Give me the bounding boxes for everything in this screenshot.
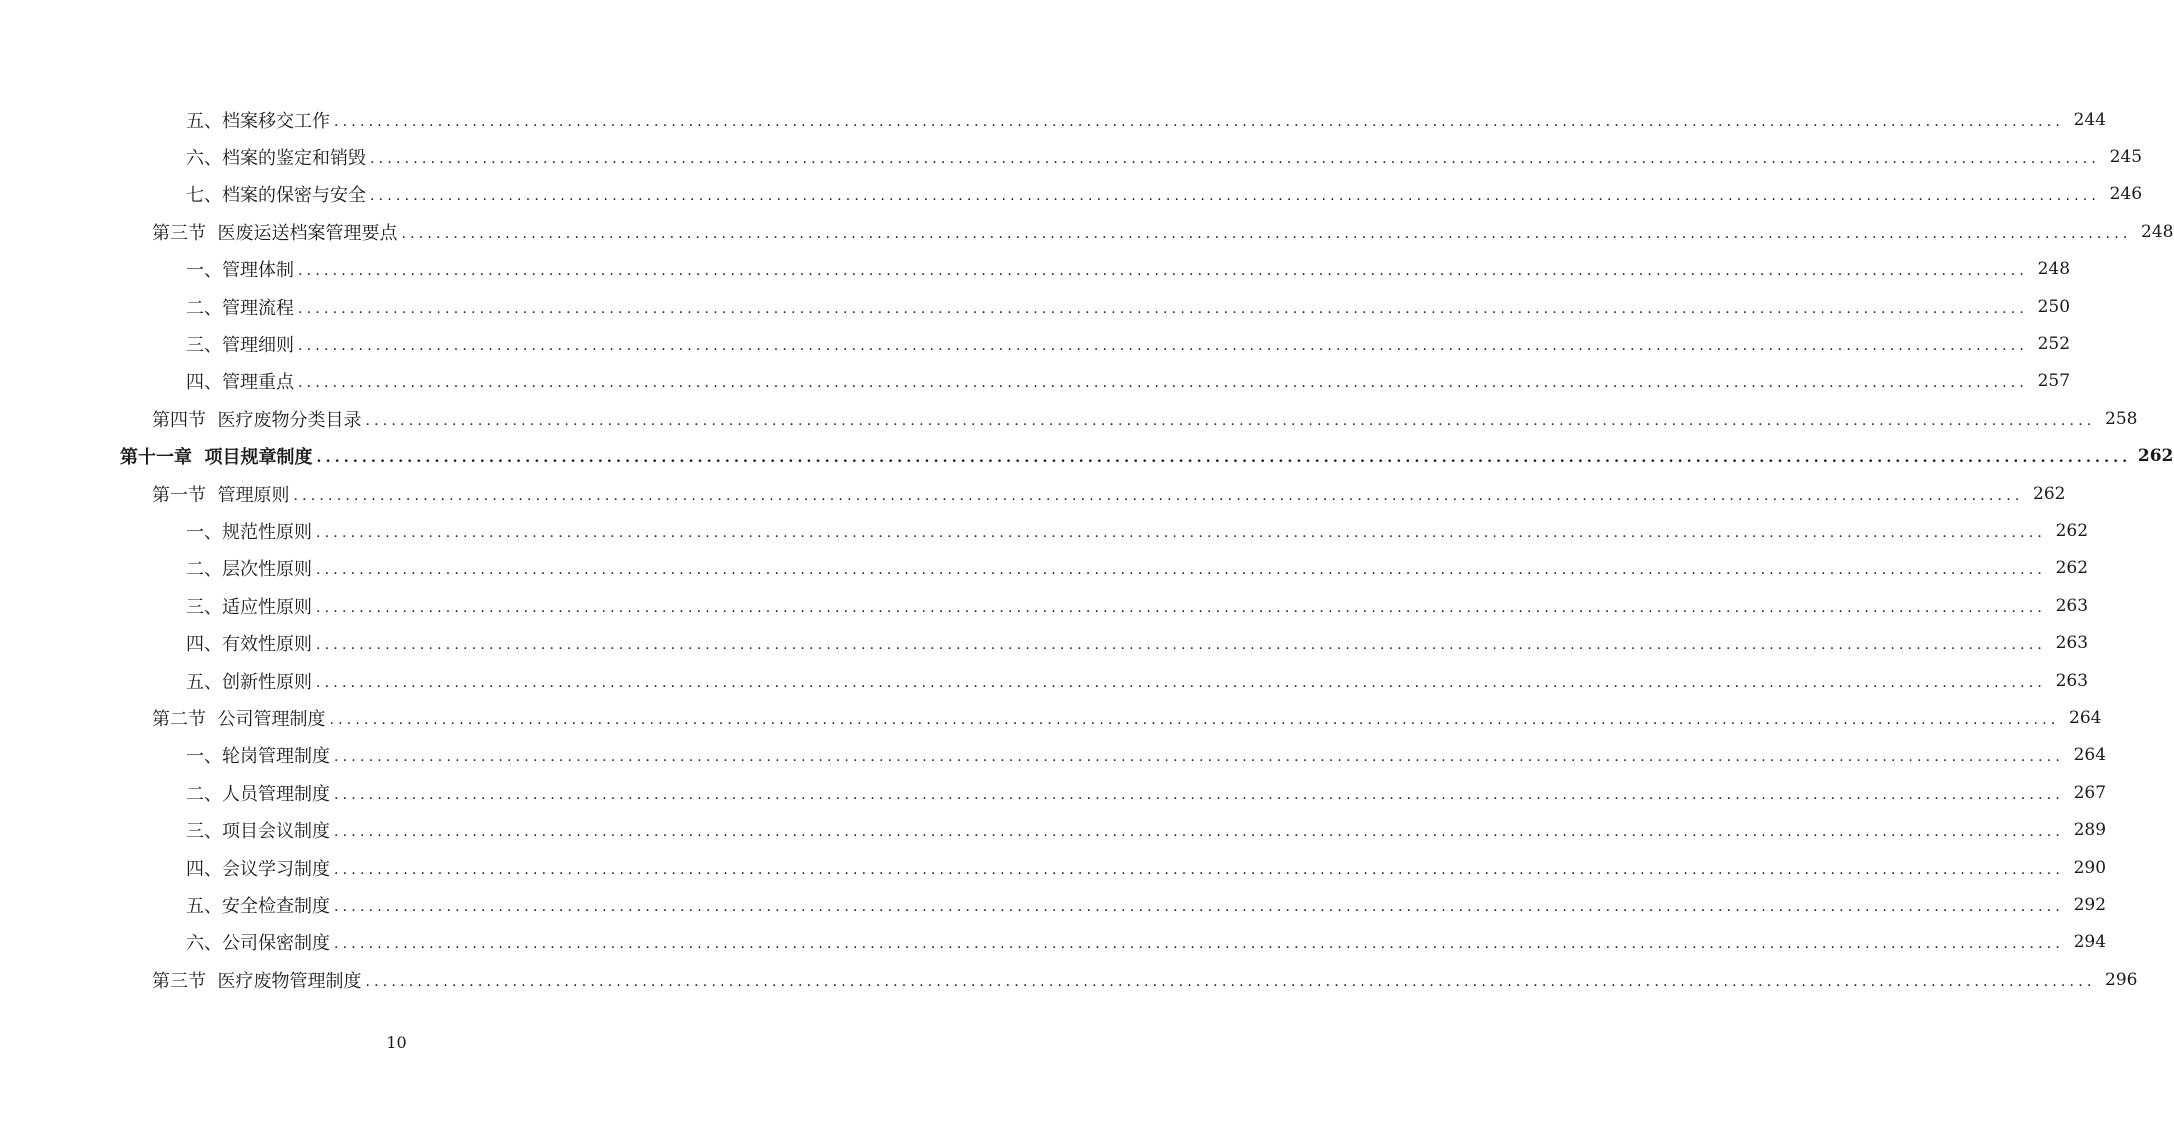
toc-entry-item[interactable] [0, 550, 2089, 587]
toc-entry-page: 294 [2073, 932, 2107, 953]
dot-leader: ........................................................................................................................................................................................................ [334, 861, 2065, 878]
dot-leader: ........................................................................................................................................................................................................ [298, 263, 2029, 280]
toc-entry-page: 296 [2105, 969, 2138, 990]
toc-entry-item[interactable] [0, 325, 2071, 362]
toc-entry-page: 258 [2105, 408, 2138, 429]
toc-entry-title: 三、适应性原则 [186, 596, 312, 618]
toc-entry-title: 第三节 医废运送档案管理要点 [152, 222, 398, 244]
toc-entry-title: 二、人员管理制度 [186, 783, 330, 805]
toc-entry-page: 262 [2033, 483, 2066, 504]
dot-leader: ........................................................................................................................................................................................................ [316, 637, 2047, 654]
dot-leader: ........................................................................................................................................................................................................ [316, 524, 2047, 541]
toc-entry-item[interactable] [0, 512, 2089, 549]
dot-leader: ........................................................................................................................................................................................................ [401, 225, 2132, 242]
dot-leader: ........................................................................................................................................................................................................ [334, 113, 2065, 130]
toc-entry-title: 第一节 管理原则 [152, 484, 290, 506]
toc-entry-section[interactable] [0, 400, 2138, 437]
dot-leader: ........................................................................................................................................................................................................ [365, 412, 2096, 429]
dot-leader: ........................................................................................................................................................................................................ [334, 898, 2065, 915]
toc-entry-item[interactable] [0, 849, 2107, 886]
toc-entry-section[interactable] [0, 699, 2102, 736]
toc-entry-page: 263 [2055, 595, 2089, 616]
toc-entry-page: 264 [2073, 745, 2107, 766]
toc-entry-title: 一、规范性原则 [186, 521, 312, 543]
toc-entry-title: 第二节 公司管理制度 [152, 708, 326, 730]
toc-entry-item[interactable] [0, 811, 2107, 848]
toc-entry-title: 四、管理重点 [186, 372, 294, 394]
toc-entry-item[interactable] [0, 288, 2071, 325]
toc-entry-item[interactable] [0, 737, 2107, 774]
toc-entry-page: 262 [2055, 520, 2089, 541]
toc-entry-title: 五、安全检查制度 [186, 895, 330, 917]
toc-entry-page: 250 [2037, 296, 2071, 317]
toc-entry-section[interactable] [0, 213, 2174, 250]
toc-entry-title: 六、公司保密制度 [186, 933, 330, 955]
dot-leader: ........................................................................................................................................................................................................ [298, 300, 2029, 317]
toc-entry-page: 264 [2069, 707, 2102, 728]
toc-entry-title: 第三节 医疗废物管理制度 [152, 970, 362, 992]
toc-entry-chapter[interactable] [0, 438, 2174, 475]
dot-leader: ........................................................................................................................................................................................................ [370, 151, 2101, 168]
toc-entry-item[interactable] [0, 176, 2143, 213]
toc-entry-item[interactable] [0, 251, 2071, 288]
dot-leader: ........................................................................................................................................................................................................ [316, 450, 2132, 467]
toc-entry-item[interactable] [0, 624, 2089, 661]
toc-entry-page: 263 [2055, 633, 2089, 654]
toc-entry-item[interactable] [0, 101, 2107, 138]
toc-entry-title: 二、层次性原则 [186, 559, 312, 581]
toc-entry-title: 二、管理流程 [186, 297, 294, 319]
toc-entry-title: 三、管理细则 [186, 335, 294, 357]
dot-leader: ........................................................................................................................................................................................................ [298, 338, 2029, 355]
page-number: 10 [386, 1033, 407, 1052]
dot-leader: ........................................................................................................................................................................................................ [316, 599, 2047, 616]
toc-entry-page: 246 [2109, 184, 2143, 205]
toc-entry-page: 262 [2137, 446, 2174, 467]
toc-entry-page: 263 [2055, 670, 2089, 691]
toc-entry-title: 六、档案的鉴定和销毁 [186, 148, 366, 170]
toc-entry-title: 四、会议学习制度 [186, 858, 330, 880]
toc-entry-page: 257 [2037, 371, 2071, 392]
toc-entry-page: 289 [2073, 820, 2107, 841]
toc-entry-title: 五、创新性原则 [186, 671, 312, 693]
toc-entry-item[interactable] [0, 587, 2089, 624]
toc-entry-item[interactable] [0, 363, 2071, 400]
toc-entry-title: 第十一章 项目规章制度 [120, 447, 313, 469]
dot-leader: ........................................................................................................................................................................................................ [316, 674, 2047, 691]
toc-entry-title: 第四节 医疗废物分类目录 [152, 409, 362, 431]
dot-leader: ........................................................................................................................................................................................................ [329, 711, 2060, 728]
toc-entry-page: 248 [2141, 221, 2174, 242]
toc-entry-page: 252 [2037, 334, 2071, 355]
toc-entry-page: 262 [2055, 558, 2089, 579]
toc-entry-page: 292 [2073, 894, 2107, 915]
toc-entry-page: 248 [2037, 259, 2071, 280]
toc-entry-title: 一、轮岗管理制度 [186, 746, 330, 768]
toc-entry-item[interactable] [0, 886, 2107, 923]
toc-entry-page: 267 [2073, 782, 2107, 803]
dot-leader: ........................................................................................................................................................................................................ [334, 936, 2065, 953]
table-of-contents [0, 101, 2174, 998]
dot-leader: ........................................................................................................................................................................................................ [334, 786, 2065, 803]
toc-entry-title: 三、项目会议制度 [186, 821, 330, 843]
toc-entry-section[interactable] [0, 475, 2066, 512]
toc-entry-item[interactable] [0, 662, 2089, 699]
dot-leader: ........................................................................................................................................................................................................ [334, 824, 2065, 841]
toc-entry-title: 五、档案移交工作 [186, 110, 330, 132]
dot-leader: ........................................................................................................................................................................................................ [334, 749, 2065, 766]
toc-entry-item[interactable] [0, 138, 2143, 175]
toc-entry-item[interactable] [0, 774, 2107, 811]
toc-entry-page: 290 [2073, 857, 2107, 878]
toc-entry-title: 四、有效性原则 [186, 634, 312, 656]
dot-leader: ........................................................................................................................................................................................................ [370, 188, 2101, 205]
toc-entry-title: 一、管理体制 [186, 260, 294, 282]
toc-entry-page: 244 [2073, 109, 2107, 130]
dot-leader: ........................................................................................................................................................................................................ [365, 973, 2096, 990]
toc-entry-section[interactable] [0, 961, 2138, 998]
toc-entry-item[interactable] [0, 924, 2107, 961]
dot-leader: ........................................................................................................................................................................................................ [293, 487, 2024, 504]
dot-leader: ........................................................................................................................................................................................................ [316, 562, 2047, 579]
dot-leader: ........................................................................................................................................................................................................ [298, 375, 2029, 392]
toc-entry-title: 七、档案的保密与安全 [186, 185, 366, 207]
toc-entry-page: 245 [2109, 147, 2143, 168]
